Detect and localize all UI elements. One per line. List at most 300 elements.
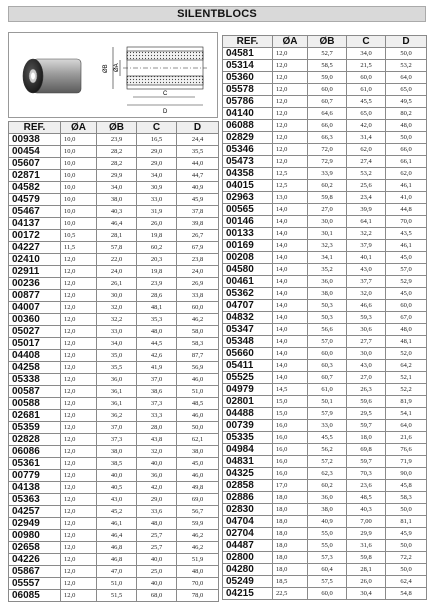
table-row bbox=[223, 144, 427, 156]
cell-oa: 14,0 bbox=[273, 324, 308, 336]
cell-ref: 04831 bbox=[223, 456, 273, 468]
cell-ob: 34,1 bbox=[308, 252, 347, 264]
cell-c: 34,0 bbox=[137, 170, 177, 182]
cell-c: 31,9 bbox=[137, 206, 177, 218]
cell-oa: 12,0 bbox=[61, 350, 97, 362]
cell-ref: 05346 bbox=[223, 144, 273, 156]
cell-ob: 37,0 bbox=[97, 422, 137, 434]
cell-ob: 28,2 bbox=[97, 146, 137, 158]
table-row bbox=[9, 146, 219, 158]
cell-oa: 10,0 bbox=[61, 182, 97, 194]
cell-ob: 40,3 bbox=[97, 206, 137, 218]
cell-d: 46,1 bbox=[386, 180, 427, 192]
table-row bbox=[9, 338, 219, 350]
cell-d: 53,2 bbox=[386, 60, 427, 72]
cell-d: 46,2 bbox=[177, 542, 219, 554]
cell-oa: 18,0 bbox=[273, 492, 308, 504]
cell-ref: 04226 bbox=[9, 554, 61, 566]
cell-c: 59,8 bbox=[347, 552, 386, 564]
table-row bbox=[223, 588, 427, 600]
cell-oa: 14,0 bbox=[273, 360, 308, 372]
cell-oa: 12,0 bbox=[61, 446, 97, 458]
cell-ref: 04704 bbox=[223, 516, 273, 528]
cell-c: 35,3 bbox=[137, 314, 177, 326]
label-ob: ØB bbox=[103, 64, 109, 73]
cell-ref: 04280 bbox=[223, 564, 273, 576]
cell-oa: 12,0 bbox=[273, 48, 308, 60]
cell-ob: 36,0 bbox=[308, 492, 347, 504]
cell-ob: 38,0 bbox=[97, 194, 137, 206]
cell-oa: 11,5 bbox=[61, 242, 97, 254]
cell-oa: 17,0 bbox=[273, 480, 308, 492]
cell-c: 30,0 bbox=[347, 348, 386, 360]
cell-ref: 05525 bbox=[223, 372, 273, 384]
cell-oa: 12,0 bbox=[61, 266, 97, 278]
cell-oa: 12,0 bbox=[61, 254, 97, 266]
cell-ob: 52,7 bbox=[308, 48, 347, 60]
cell-ref: 00208 bbox=[223, 252, 273, 264]
table-row bbox=[9, 206, 219, 218]
cell-d: 64,2 bbox=[386, 360, 427, 372]
cell-ref: 05362 bbox=[223, 288, 273, 300]
cell-c: 25,0 bbox=[137, 566, 177, 578]
cell-oa: 12,0 bbox=[273, 120, 308, 132]
table-row bbox=[223, 348, 427, 360]
table-row bbox=[223, 168, 427, 180]
cell-d: 24,4 bbox=[177, 134, 219, 146]
cell-ob: 43,0 bbox=[97, 494, 137, 506]
cell-d: 48,0 bbox=[386, 120, 427, 132]
cell-ob: 56,2 bbox=[308, 444, 347, 456]
cell-oa: 18,0 bbox=[273, 552, 308, 564]
cell-c: 59,7 bbox=[347, 420, 386, 432]
cell-c: 40,1 bbox=[347, 252, 386, 264]
cell-ref: 06088 bbox=[223, 120, 273, 132]
table-header-row bbox=[223, 36, 427, 48]
header-ref: REF. bbox=[9, 122, 61, 134]
cell-d: 49,8 bbox=[177, 482, 219, 494]
cell-c: 16,5 bbox=[137, 134, 177, 146]
cell-ref: 05314 bbox=[223, 60, 273, 72]
cell-oa: 14,0 bbox=[273, 372, 308, 384]
table-row bbox=[223, 372, 427, 384]
cell-c: 69,8 bbox=[347, 444, 386, 456]
cell-d: 46,2 bbox=[177, 314, 219, 326]
cell-ob: 30,0 bbox=[308, 216, 347, 228]
cell-ref: 00938 bbox=[9, 134, 61, 146]
cell-oa: 18,0 bbox=[273, 516, 308, 528]
cell-ref: 04487 bbox=[223, 540, 273, 552]
cell-ob: 46,4 bbox=[97, 218, 137, 230]
cell-ref: 04979 bbox=[223, 384, 273, 396]
cell-d: 40,9 bbox=[177, 182, 219, 194]
cell-oa: 12,0 bbox=[61, 434, 97, 446]
table-row bbox=[9, 194, 219, 206]
cell-oa: 14,0 bbox=[273, 252, 308, 264]
cell-oa: 12,0 bbox=[61, 410, 97, 422]
table-row bbox=[9, 230, 219, 242]
cell-oa: 12,0 bbox=[61, 554, 97, 566]
cell-oa: 12,0 bbox=[61, 278, 97, 290]
cell-c: 53,2 bbox=[347, 168, 386, 180]
cell-ref: 02963 bbox=[223, 192, 273, 204]
cell-oa: 12,0 bbox=[273, 132, 308, 144]
cell-oa: 14,0 bbox=[273, 204, 308, 216]
cell-d: 26,7 bbox=[177, 230, 219, 242]
table-row bbox=[223, 312, 427, 324]
cell-ob: 46,4 bbox=[97, 530, 137, 542]
cell-ob: 51,0 bbox=[97, 578, 137, 590]
cell-ref: 05359 bbox=[9, 422, 61, 434]
cell-d: 38,0 bbox=[177, 446, 219, 458]
cell-oa: 12,0 bbox=[61, 398, 97, 410]
cell-d: 54,8 bbox=[386, 588, 427, 600]
cell-ref: 00877 bbox=[9, 290, 61, 302]
cell-ob: 66,3 bbox=[308, 132, 347, 144]
cell-c: 37,3 bbox=[137, 398, 177, 410]
cell-oa: 12,0 bbox=[61, 578, 97, 590]
cell-d: 60,0 bbox=[177, 302, 219, 314]
table-row bbox=[223, 384, 427, 396]
cell-c: 59,7 bbox=[347, 456, 386, 468]
cell-ref: 04257 bbox=[9, 506, 61, 518]
cell-d: 62,0 bbox=[386, 168, 427, 180]
cell-c: 59,3 bbox=[347, 312, 386, 324]
table-row bbox=[223, 468, 427, 480]
cell-c: 29,0 bbox=[137, 494, 177, 506]
cell-d: 50,0 bbox=[386, 132, 427, 144]
cell-ref: 06085 bbox=[9, 590, 61, 602]
cell-oa: 10,0 bbox=[61, 170, 97, 182]
cell-c: 27,4 bbox=[347, 156, 386, 168]
silentbloc-table-left bbox=[8, 121, 219, 602]
cell-ref: 04582 bbox=[9, 182, 61, 194]
cell-d: 62,1 bbox=[177, 434, 219, 446]
cell-ref: 05338 bbox=[9, 374, 61, 386]
cell-c: 31,4 bbox=[347, 132, 386, 144]
cell-c: 19,8 bbox=[137, 266, 177, 278]
cell-ob: 60,0 bbox=[308, 84, 347, 96]
cell-c: 19,8 bbox=[137, 230, 177, 242]
cell-ob: 34,0 bbox=[97, 338, 137, 350]
cell-ref: 04579 bbox=[9, 194, 61, 206]
cell-c: 23,9 bbox=[137, 278, 177, 290]
cell-ref: 02886 bbox=[223, 492, 273, 504]
table-row bbox=[223, 192, 427, 204]
cell-ob: 32,3 bbox=[308, 240, 347, 252]
table-row bbox=[223, 564, 427, 576]
cell-d: 67,9 bbox=[177, 242, 219, 254]
table-row bbox=[223, 180, 427, 192]
table-row bbox=[9, 290, 219, 302]
cell-ob: 60,7 bbox=[308, 96, 347, 108]
cell-d: 57,0 bbox=[386, 264, 427, 276]
cell-oa: 10,0 bbox=[61, 158, 97, 170]
cell-c: 40,0 bbox=[137, 578, 177, 590]
cell-ref: 00146 bbox=[223, 216, 273, 228]
cell-oa: 12,0 bbox=[273, 156, 308, 168]
cell-oa: 10,0 bbox=[61, 194, 97, 206]
cell-ob: 30,0 bbox=[97, 290, 137, 302]
cell-c: 25,6 bbox=[347, 180, 386, 192]
cell-oa: 18,0 bbox=[273, 564, 308, 576]
cell-oa: 12,0 bbox=[61, 362, 97, 374]
cell-c: 25,7 bbox=[137, 530, 177, 542]
table-row bbox=[9, 542, 219, 554]
cell-d: 54,1 bbox=[386, 408, 427, 420]
table-row bbox=[223, 240, 427, 252]
table-row bbox=[223, 300, 427, 312]
page-title: SILENTBLOCS bbox=[8, 6, 426, 22]
cell-d: 56,9 bbox=[177, 362, 219, 374]
cell-ob: 50,3 bbox=[308, 300, 347, 312]
cell-d: 52,2 bbox=[386, 384, 427, 396]
header-oa: ØA bbox=[61, 122, 97, 134]
cell-ob: 37,3 bbox=[97, 434, 137, 446]
table-row bbox=[9, 254, 219, 266]
cell-d: 46,1 bbox=[386, 240, 427, 252]
cell-d: 26,9 bbox=[177, 278, 219, 290]
cell-d: 46,2 bbox=[177, 530, 219, 542]
cell-oa: 10,0 bbox=[61, 218, 97, 230]
cell-c: 21,5 bbox=[347, 60, 386, 72]
cell-ob: 38,5 bbox=[97, 458, 137, 470]
cell-ref: 00779 bbox=[9, 470, 61, 482]
table-row bbox=[223, 432, 427, 444]
table-row bbox=[9, 494, 219, 506]
cell-c: 36,0 bbox=[137, 470, 177, 482]
cell-c: 59,6 bbox=[347, 396, 386, 408]
cell-ob: 36,1 bbox=[97, 386, 137, 398]
cell-d: 58,0 bbox=[177, 326, 219, 338]
cell-oa: 12,0 bbox=[61, 590, 97, 602]
cell-d: 50,0 bbox=[386, 564, 427, 576]
cell-oa: 12,0 bbox=[61, 458, 97, 470]
cell-oa: 12,0 bbox=[61, 314, 97, 326]
table-row bbox=[223, 228, 427, 240]
cell-oa: 12,0 bbox=[61, 566, 97, 578]
cell-ref: 00980 bbox=[9, 530, 61, 542]
cell-c: 40,0 bbox=[137, 554, 177, 566]
cell-oa: 12,0 bbox=[273, 60, 308, 72]
cell-d: 81,9 bbox=[386, 396, 427, 408]
cell-ref: 02658 bbox=[9, 542, 61, 554]
cell-oa: 12,0 bbox=[61, 542, 97, 554]
cell-c: 48,1 bbox=[137, 302, 177, 314]
cell-ob: 57,5 bbox=[308, 576, 347, 588]
cell-oa: 12,0 bbox=[273, 108, 308, 120]
cell-ob: 66,0 bbox=[308, 120, 347, 132]
cell-ob: 38,0 bbox=[308, 504, 347, 516]
cell-ref: 04580 bbox=[223, 264, 273, 276]
cell-c: 30,6 bbox=[347, 324, 386, 336]
table-row bbox=[223, 204, 427, 216]
cell-c: 43,0 bbox=[347, 360, 386, 372]
cell-ref: 02911 bbox=[9, 266, 61, 278]
cell-ref: 04984 bbox=[223, 444, 273, 456]
cell-oa: 12,0 bbox=[61, 374, 97, 386]
cell-c: 48,5 bbox=[347, 492, 386, 504]
cell-d: 48,1 bbox=[386, 336, 427, 348]
cell-oa: 12,5 bbox=[273, 180, 308, 192]
cell-ref: 05786 bbox=[223, 96, 273, 108]
cell-c: 68,0 bbox=[137, 590, 177, 602]
table-row bbox=[9, 170, 219, 182]
cell-ref: 00588 bbox=[9, 398, 61, 410]
cell-oa: 12,0 bbox=[273, 72, 308, 84]
cell-c: 46,6 bbox=[347, 300, 386, 312]
cell-ref: 04215 bbox=[223, 588, 273, 600]
cell-c: 48,0 bbox=[137, 326, 177, 338]
cell-c: 38,6 bbox=[137, 386, 177, 398]
cell-d: 80,2 bbox=[386, 108, 427, 120]
table-row bbox=[9, 242, 219, 254]
cell-c: 29,9 bbox=[347, 528, 386, 540]
table-row bbox=[223, 528, 427, 540]
cell-c: 26,0 bbox=[137, 218, 177, 230]
cell-oa: 18,0 bbox=[273, 540, 308, 552]
header-d: D bbox=[386, 36, 427, 48]
cell-ref: 05335 bbox=[223, 432, 273, 444]
cell-ob: 40,9 bbox=[308, 516, 347, 528]
cell-ob: 46,8 bbox=[97, 542, 137, 554]
cell-c: 26,0 bbox=[347, 576, 386, 588]
cell-d: 41,0 bbox=[386, 192, 427, 204]
cell-oa: 14,0 bbox=[273, 240, 308, 252]
header-oa: ØA bbox=[273, 36, 308, 48]
cell-ref: 00172 bbox=[9, 230, 61, 242]
cell-ref: 02704 bbox=[223, 528, 273, 540]
table-row bbox=[9, 134, 219, 146]
cell-oa: 12,0 bbox=[61, 338, 97, 350]
cell-ref: 05607 bbox=[9, 158, 61, 170]
cell-ref: 05867 bbox=[9, 566, 61, 578]
cell-d: 24,0 bbox=[177, 266, 219, 278]
cell-ob: 45,2 bbox=[97, 506, 137, 518]
cell-ref: 05660 bbox=[223, 348, 273, 360]
cell-d: 39,8 bbox=[177, 218, 219, 230]
table-row bbox=[223, 576, 427, 588]
cell-oa: 12,0 bbox=[273, 144, 308, 156]
cell-ob: 45,5 bbox=[308, 432, 347, 444]
cell-c: 20,3 bbox=[137, 254, 177, 266]
cell-c: 28,0 bbox=[137, 422, 177, 434]
cell-ref: 05361 bbox=[9, 458, 61, 470]
cell-oa: 14,0 bbox=[273, 336, 308, 348]
cell-ref: 05578 bbox=[223, 84, 273, 96]
cell-ob: 62,3 bbox=[308, 468, 347, 480]
silentbloc-drawing bbox=[9, 33, 217, 117]
table-header-row bbox=[9, 122, 219, 134]
cell-c: 30,4 bbox=[347, 588, 386, 600]
cell-oa: 12,0 bbox=[61, 482, 97, 494]
cell-c: 27,7 bbox=[347, 336, 386, 348]
cell-c: 62,0 bbox=[347, 144, 386, 156]
cell-c: 34,0 bbox=[347, 48, 386, 60]
cell-ref: 02949 bbox=[9, 518, 61, 530]
cell-ob: 36,0 bbox=[308, 276, 347, 288]
cell-oa: 10,5 bbox=[61, 230, 97, 242]
header-ref: REF. bbox=[223, 36, 273, 48]
bushing-photo bbox=[23, 59, 81, 93]
cell-c: 70,3 bbox=[347, 468, 386, 480]
cell-ob: 40,0 bbox=[97, 470, 137, 482]
cell-ref: 04007 bbox=[9, 302, 61, 314]
cell-oa: 12,0 bbox=[61, 326, 97, 338]
cell-d: 65,0 bbox=[386, 84, 427, 96]
cell-ob: 60,0 bbox=[308, 348, 347, 360]
table-row bbox=[223, 288, 427, 300]
cell-c: 64,1 bbox=[347, 216, 386, 228]
table-row bbox=[223, 516, 427, 528]
cell-c: 29,0 bbox=[137, 158, 177, 170]
cell-d: 66,0 bbox=[386, 144, 427, 156]
cell-ob: 61,0 bbox=[308, 384, 347, 396]
cell-ob: 64,6 bbox=[308, 108, 347, 120]
header-ob: ØB bbox=[308, 36, 347, 48]
table-row bbox=[223, 408, 427, 420]
cell-ob: 55,0 bbox=[308, 528, 347, 540]
cell-d: 37,8 bbox=[177, 206, 219, 218]
cell-ref: 05411 bbox=[223, 360, 273, 372]
cell-ob: 36,1 bbox=[97, 398, 137, 410]
cell-oa: 18,0 bbox=[273, 504, 308, 516]
cell-d: 44,0 bbox=[177, 158, 219, 170]
cell-ob: 57,8 bbox=[97, 242, 137, 254]
table-row bbox=[223, 444, 427, 456]
cell-d: 48,5 bbox=[177, 398, 219, 410]
cell-ref: 05360 bbox=[223, 72, 273, 84]
cell-d: 87,7 bbox=[177, 350, 219, 362]
cell-oa: 12,5 bbox=[273, 168, 308, 180]
cell-oa: 12,0 bbox=[273, 96, 308, 108]
cell-oa: 12,0 bbox=[61, 386, 97, 398]
cell-c: 41,9 bbox=[137, 362, 177, 374]
header-ob: ØB bbox=[97, 122, 137, 134]
cell-ob: 72,0 bbox=[308, 144, 347, 156]
cell-d: 59,9 bbox=[177, 518, 219, 530]
table-row bbox=[9, 434, 219, 446]
table-row bbox=[9, 566, 219, 578]
table-row bbox=[9, 314, 219, 326]
cell-oa: 16,0 bbox=[273, 432, 308, 444]
cell-c: 43,8 bbox=[137, 434, 177, 446]
cell-c: 32,0 bbox=[347, 288, 386, 300]
table-row bbox=[9, 530, 219, 542]
table-row bbox=[9, 278, 219, 290]
cell-d: 58,3 bbox=[177, 338, 219, 350]
cell-ob: 60,0 bbox=[308, 588, 347, 600]
cell-c: 33,6 bbox=[137, 506, 177, 518]
cell-d: 66,1 bbox=[386, 156, 427, 168]
cell-ref: 02858 bbox=[223, 480, 273, 492]
table-row bbox=[9, 446, 219, 458]
cell-ob: 36,2 bbox=[97, 410, 137, 422]
cell-ob: 59,8 bbox=[308, 192, 347, 204]
cell-c: 29,0 bbox=[137, 146, 177, 158]
table-row bbox=[223, 480, 427, 492]
cell-oa: 18,0 bbox=[273, 528, 308, 540]
cell-oa: 12,0 bbox=[61, 518, 97, 530]
cell-c: 7,00 bbox=[347, 516, 386, 528]
cell-ob: 46,8 bbox=[97, 554, 137, 566]
cell-d: 35,5 bbox=[177, 146, 219, 158]
cell-c: 27,0 bbox=[347, 372, 386, 384]
cell-c: 30,9 bbox=[137, 182, 177, 194]
cell-oa: 13,0 bbox=[273, 192, 308, 204]
cell-d: 45,9 bbox=[177, 194, 219, 206]
cell-d: 69,0 bbox=[177, 494, 219, 506]
